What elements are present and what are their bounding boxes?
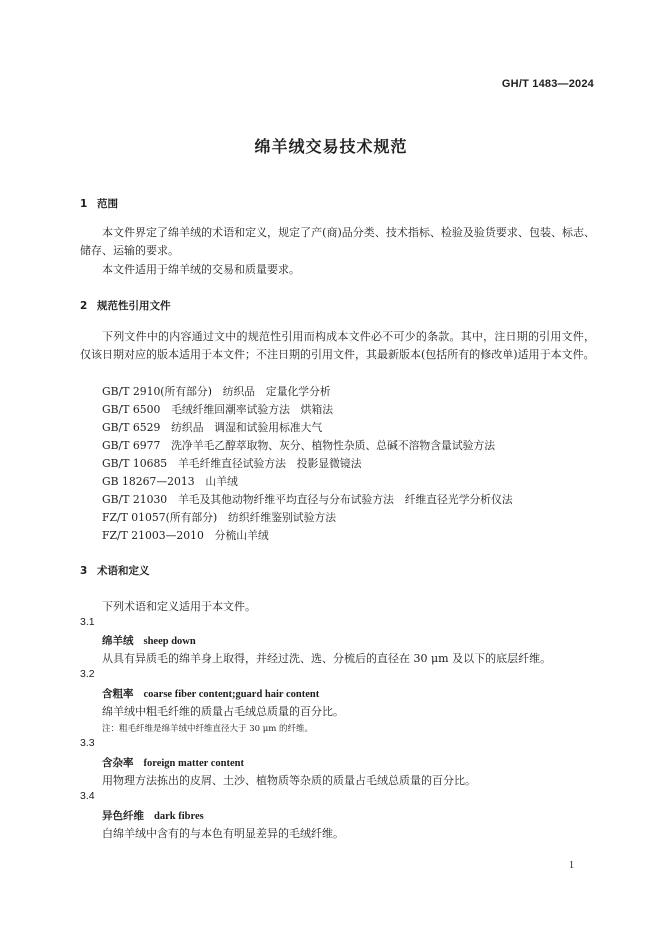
scope-paragraph-2: 本文件适用于绵羊绒的交易和质量要求。 <box>102 263 300 276</box>
clause-number: 3.2 <box>80 668 95 680</box>
section-heading-terms <box>80 563 150 578</box>
term-english: dark fibres <box>154 811 204 822</box>
term-note: 注：粗毛纤维是绵羊绒中纤维直径大于 30 μm 的纤维。 <box>102 724 314 734</box>
term-english: coarse fiber content;guard hair content <box>143 689 320 700</box>
reference-item: FZ/T 21003—2010 分梳山羊绒 <box>102 529 269 542</box>
reference-item: FZ/T 01057(所有部分) 纺织纤维鉴别试验方法 <box>102 511 336 524</box>
clause-number: 3.4 <box>80 790 95 802</box>
section-title: 规范性引用文件 <box>97 300 171 312</box>
term-definition: 从具有异质毛的绵羊身上取得，并经过洗、选、分梳后的直径在 30 μm 及以下的底层纤维。 <box>102 652 552 665</box>
term-definition: 绵羊绒中粗毛纤维的质量占毛绒总质量的百分比。 <box>102 705 344 718</box>
reference-item: GB 18267—2013 山羊绒 <box>102 475 238 488</box>
term-chinese: 含粗率 <box>102 688 134 700</box>
reference-item: GB/T 10685 羊毛纤维直径试验方法 投影显微镜法 <box>102 457 362 470</box>
term-english: foreign matter content <box>143 758 244 769</box>
section-number: 3 <box>80 565 88 577</box>
term-entry <box>102 633 196 648</box>
term-entry <box>102 686 319 701</box>
section-title: 术语和定义 <box>97 565 150 577</box>
reference-item: GB/T 6529 纺织品 调湿和试验用标准大气 <box>102 421 323 434</box>
normative-intro: 下列文件中的内容通过文中的规范性引用而构成本文件必不可少的条款。其中，注日期的引用文件，仅该日期对应的版本适用于本文件；不注日期的引用文件，其最新版本(包括所有的修改单)适用于本文件。 <box>80 330 595 361</box>
page-number: 1 <box>569 860 574 871</box>
clause-number: 3.3 <box>80 737 95 749</box>
reference-item: GB/T 2910(所有部分) 纺织品 定量化学分析 <box>102 385 331 398</box>
section-heading-normative <box>80 298 171 313</box>
term-chinese: 含杂率 <box>102 757 134 769</box>
term-entry <box>102 755 244 770</box>
standard-number: GH/T 1483—2024 <box>501 78 594 90</box>
section-number: 1 <box>80 198 88 210</box>
scope-paragraph-1: 本文件界定了绵羊绒的术语和定义，规定了产(商)品分类、技术指标、检验及验货要求、包装、标志、储存、运输的要求。 <box>80 226 595 257</box>
term-entry <box>102 808 204 823</box>
term-english: sheep down <box>143 636 196 647</box>
terms-intro: 下列术语和定义适用于本文件。 <box>102 600 256 613</box>
term-definition: 用物理方法拣出的皮屑、土沙、植物质等杂质的质量占毛绒总质量的百分比。 <box>102 774 476 787</box>
reference-item: GB/T 6500 毛绒纤维回潮率试验方法 烘箱法 <box>102 403 334 416</box>
reference-item: GB/T 6977 洗净羊毛乙醇萃取物、灰分、植物性杂质、总碱不溶物含量试验方法 <box>102 439 496 452</box>
section-number: 2 <box>80 300 88 312</box>
term-chinese: 绵羊绒 <box>102 635 134 647</box>
clause-number: 3.1 <box>80 616 95 628</box>
reference-item: GB/T 21030 羊毛及其他动物纤维平均直径与分布试验方法 纤维直径光学分析仪法 <box>102 493 513 506</box>
section-title: 范围 <box>97 198 118 210</box>
term-definition: 白绵羊绒中含有的与本色有明显差异的毛绒纤维。 <box>102 827 344 840</box>
section-heading-scope <box>80 196 118 211</box>
term-chinese: 异色纤维 <box>102 810 144 822</box>
document-title: 绵羊绒交易技术规范 <box>254 137 408 156</box>
